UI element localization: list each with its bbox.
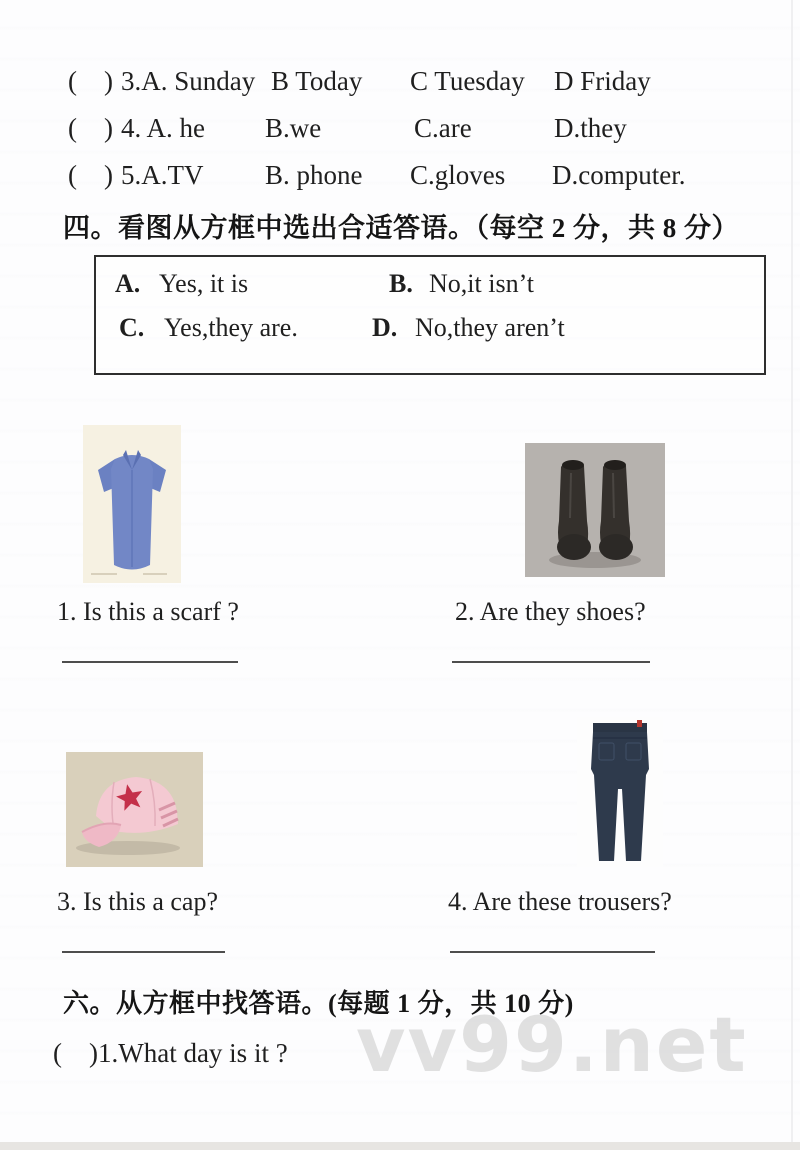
option-b: B.we	[265, 113, 322, 143]
pink-cap-image	[66, 752, 203, 867]
choice-b-label: B.	[389, 269, 413, 298]
section-6-heading: 六。从方框中找答语。(每题 1 分，共 10 分)	[63, 989, 574, 1018]
option-a: 3.A. Sunday	[121, 66, 256, 96]
question-4: 4. Are these trousers?	[448, 887, 672, 916]
answer-paren: ( )	[68, 66, 113, 96]
choice-a-label: A.	[115, 269, 141, 298]
pink-cap-photo	[66, 752, 203, 872]
answer-paren: ( )	[68, 160, 113, 190]
option-a: 4. A. he	[121, 113, 205, 143]
black-boots-image	[525, 443, 665, 577]
blue-shirt-image	[83, 425, 181, 583]
option-c: C.are	[414, 113, 472, 143]
option-d: D.computer.	[552, 160, 686, 190]
choice-c-text: Yes,they are.	[164, 313, 298, 342]
question-1: 1. Is this a scarf ?	[57, 597, 239, 626]
option-c: C Tuesday	[410, 66, 525, 96]
mcq-row-3	[0, 66, 800, 102]
answer-blank-4	[450, 951, 655, 953]
choice-a-text: Yes, it is	[159, 269, 249, 298]
section-4-heading: 四。看图从方框中选出合适答语。（每空 2 分，共 8 分）	[63, 213, 739, 243]
option-c: C.gloves	[410, 160, 506, 190]
question-3: 3. Is this a cap?	[57, 887, 219, 916]
answer-blank-2	[452, 661, 650, 663]
option-b: B. phone	[265, 160, 363, 190]
answer-choices-box	[94, 255, 766, 375]
option-d: D Friday	[554, 66, 651, 96]
section-6-question-1: ( )1.What day is it ?	[53, 1038, 288, 1068]
answer-paren: ( )	[68, 113, 113, 143]
trousers-image	[577, 717, 663, 867]
option-d: D.they	[554, 113, 627, 143]
choice-c-label: C.	[119, 313, 145, 342]
choice-d-label: D.	[372, 313, 398, 342]
answer-blank-3	[62, 951, 225, 953]
option-b: B Today	[271, 66, 363, 96]
question-2: 2. Are they shoes?	[455, 597, 646, 626]
option-a: 5.A.TV	[121, 160, 204, 190]
answer-blank-1	[62, 661, 238, 663]
black-boots-photo	[525, 443, 665, 582]
site-watermark: vv99.net	[356, 1000, 748, 1089]
page-bottom-strip	[0, 1142, 800, 1150]
blue-shirt-photo	[83, 425, 181, 588]
mcq-row-5	[0, 160, 800, 196]
mcq-row-4	[0, 113, 800, 149]
trousers-photo	[577, 717, 663, 872]
choice-b-text: No,it isn’t	[429, 269, 534, 298]
choice-d-text: No,they aren’t	[415, 313, 565, 342]
